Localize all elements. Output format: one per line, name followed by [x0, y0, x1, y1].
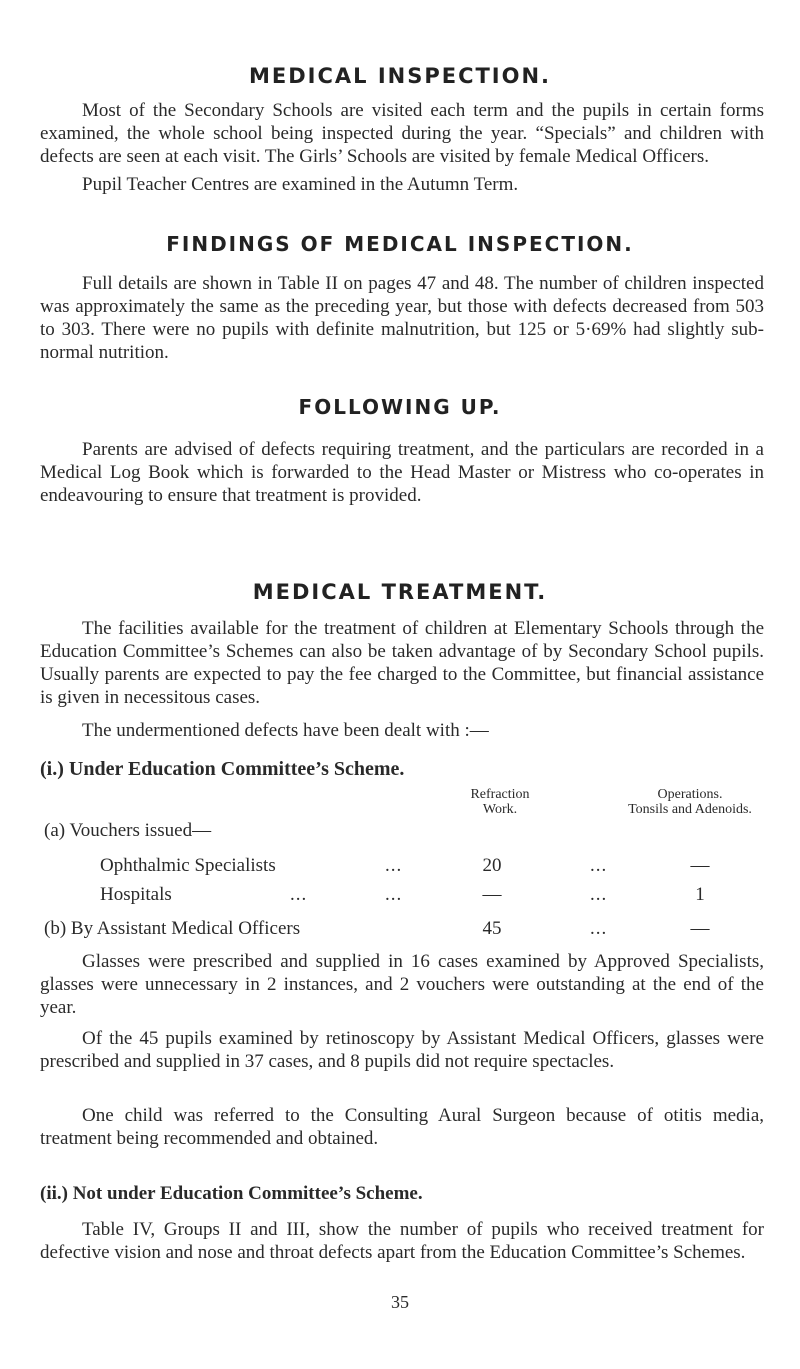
paragraph-aural-surgeon: One child was referred to the Consulting Aural Surgeon because of otitis media, treatment being recommended and obtained.: [40, 1105, 764, 1149]
column-header-operations-line2: Tonsils and Adenoids.: [628, 802, 752, 817]
column-header-refraction: [440, 787, 560, 817]
section-not-under-scheme: (ii.) Not under Education Committee’s Scheme.: [40, 1183, 423, 1204]
row-assistant-medical-officers: (b) By Assistant Medical Officers: [44, 918, 301, 939]
leader-dots: ...: [385, 855, 403, 876]
heading-medical-inspection: MEDICAL INSPECTION.: [248, 64, 552, 88]
leader-dots: ...: [385, 884, 403, 905]
paragraph-table-iv: Table IV, Groups II and III, show the number of pupils who received treatment for defective vision and nose and throat defects apart from the Education Committee’s Schemes.: [40, 1219, 764, 1263]
section-under-scheme: (i.) Under Education Committee’s Scheme.: [40, 758, 405, 780]
paragraph-undermentioned-defects: The undermentioned defects have been dealt with :—: [82, 720, 489, 741]
value-hospitals-refraction: —: [482, 884, 502, 905]
row-hospitals: Hospitals: [100, 884, 172, 905]
page-number: 35: [391, 1292, 409, 1312]
leader-dots: ...: [590, 855, 608, 876]
paragraph-retinoscopy: Of the 45 pupils examined by retinoscopy by Assistant Medical Officers, glasses were prescribed and supplied in 37 cases, and 8 pupils did not require spectacles.: [40, 1028, 764, 1072]
column-header-refraction-line2: Work.: [482, 802, 518, 817]
heading-medical-treatment: MEDICAL TREATMENT.: [252, 580, 548, 604]
value-assistant-refraction: 45: [482, 918, 502, 939]
leader-dots: ...: [590, 884, 608, 905]
row-vouchers-issued: (a) Vouchers issued—: [44, 820, 212, 841]
leader-dots: ...: [290, 884, 308, 905]
heading-findings: FINDINGS OF MEDICAL INSPECTION.: [166, 232, 634, 256]
paragraph-glasses-specialists: Glasses were prescribed and supplied in 16 cases examined by Approved Specialists, glasses were unnecessary in 2 instances, and 2 vouchers were outstanding at the end of the year.: [40, 951, 764, 1018]
paragraph-treatment-facilities: The facilities available for the treatment of children at Elementary Schools through the Education Committee’s Schemes can also be taken advantage of by Secondary School pupils. Usually parents are expected to pay the fee charged to the Committee, but financial assistance is given in necessitous cases.: [40, 618, 764, 708]
paragraph-pupil-teacher-centres: Pupil Teacher Centres are examined in the Autumn Term.: [82, 174, 519, 195]
leader-dots: ...: [590, 918, 608, 939]
paragraph-following-up: Parents are advised of defects requiring treatment, and the particulars are recorded in a Medical Log Book which is forwarded to the Head Master or Mistress who co-operates in endeavouring to ensure that treatment is provided.: [40, 439, 764, 506]
value-ophthalmic-operations: —: [690, 855, 710, 876]
value-assistant-operations: —: [690, 918, 710, 939]
column-header-refraction-line1: Refraction: [470, 787, 530, 802]
column-header-operations: [610, 787, 770, 817]
heading-following-up: FOLLOWING UP.: [298, 395, 502, 419]
column-header-operations-line1: Operations.: [657, 787, 723, 802]
row-ophthalmic-specialists: Ophthalmic Specialists: [100, 855, 276, 876]
value-hospitals-operations: 1: [695, 884, 705, 905]
value-ophthalmic-refraction: 20: [482, 855, 502, 876]
paragraph-secondary-schools: Most of the Secondary Schools are visited each term and the pupils in certain forms examined, the whole school being inspected during the year. “Specials” and children with defects are seen at each visit. The Girls’ Schools are visited by female Medical Officers.: [40, 100, 764, 167]
paragraph-findings-details: Full details are shown in Table II on pages 47 and 48. The number of children inspected was approximately the same as the preceding year, but those with defects decreased from 503 to 303. There were no pupils with definite malnutrition, but 125 or 5·69% had slightly sub-normal nutrition.: [40, 273, 764, 363]
